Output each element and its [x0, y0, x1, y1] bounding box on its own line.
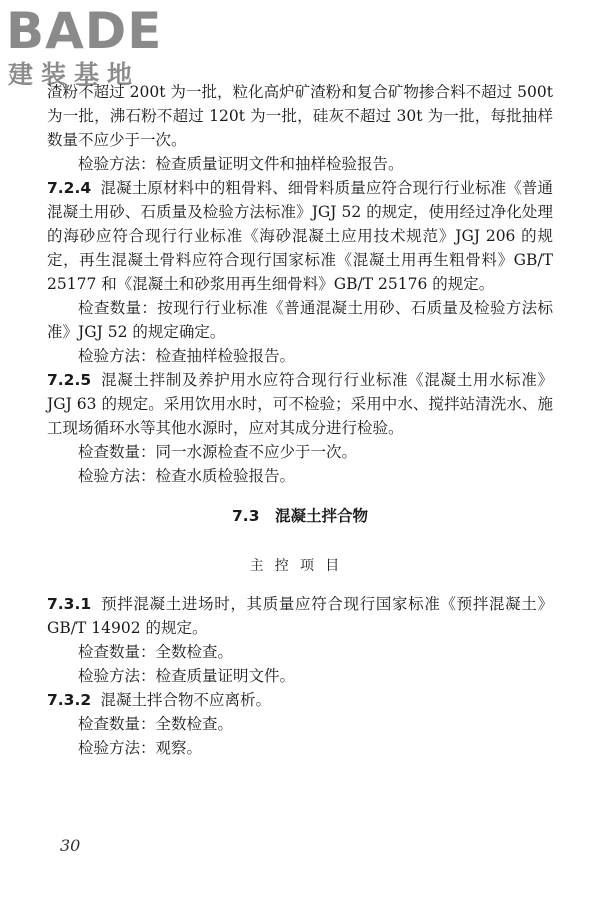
- logo-chinese-text: 建装基地: [8, 60, 141, 89]
- clause-number: 7.3.2: [47, 691, 92, 709]
- clause-7-2-5: [47, 368, 553, 440]
- inspection-method: 检验方法：检查抽样检验报告。: [78, 347, 296, 365]
- inspection-quantity: 检查数量：全数检查。: [78, 643, 234, 661]
- inspection-method: 检验方法：观察。: [78, 739, 203, 757]
- subsection-title: 主控项目: [249, 558, 351, 574]
- clause-7-3-2: [47, 688, 553, 712]
- clause-text: 预拌混凝土进场时，其质量应符合现行国家标准《预拌混凝土》GB/T 14902 的规定。: [47, 595, 553, 637]
- paragraph-continuation: 渣粉不超过 200t 为一批，粒化高炉矿渣粉和复合矿物掺合料不超过 500t 为一批，沸石粉不超过 120t 为一批，硅灰不超过 30t 为一批，每批抽样数量不应少于一次。: [47, 83, 553, 149]
- clause-7-3-1: [47, 592, 553, 640]
- section-title: 7.3 混凝土拌合物: [232, 507, 368, 525]
- logo-latin-text: BADE: [6, 2, 163, 60]
- clause-number: 7.3.1: [47, 595, 92, 613]
- document-body: [47, 80, 553, 760]
- inspection-quantity: 检查数量：全数检查。: [78, 715, 234, 733]
- clause-number: 7.2.5: [47, 371, 92, 389]
- spacer: [47, 578, 553, 592]
- clause-text: 混凝土原材料中的粗骨料、细骨料质量应符合现行行业标准《普通混凝土用砂、石质量及检验方法标准》JGJ 52 的规定，使用经过净化处理的海砂应符合现行行业标准《海砂混凝土应用技术规范》JGJ 206 的规定，再生混凝土骨料应符合现行国家标准《混凝土用再生粗骨料》GB/T 25177 和《混凝土和砂浆用再生细骨料》GB/T 25176 的规定。: [47, 179, 553, 293]
- inspection-method: 检验方法：检查水质检验报告。: [78, 467, 296, 485]
- clause-text: 混凝土拌制及养护用水应符合现行行业标准《混凝土用水标准》JGJ 63 的规定。采用饮用水时，可不检验；采用中水、搅拌站清洗水、施工现场循环水等其他水源时，应对其成分进行检验。: [47, 371, 553, 437]
- clause-number: 7.2.4: [47, 179, 92, 197]
- inspection-method: 检验方法：检查质量证明文件。: [78, 667, 296, 685]
- inspection-method: 检验方法：检查质量证明文件和抽样检验报告。: [78, 155, 404, 173]
- page-number: 30: [60, 836, 81, 855]
- clause-text: 混凝土拌合物不应离析。: [100, 691, 271, 709]
- clause-7-2-4: [47, 176, 553, 296]
- inspection-quantity: 检查数量：同一水源检查不应少于一次。: [78, 443, 358, 461]
- inspection-quantity: 检查数量：按现行行业标准《普通混凝土用砂、石质量及检验方法标准》JGJ 52 的规定确定。: [47, 299, 553, 341]
